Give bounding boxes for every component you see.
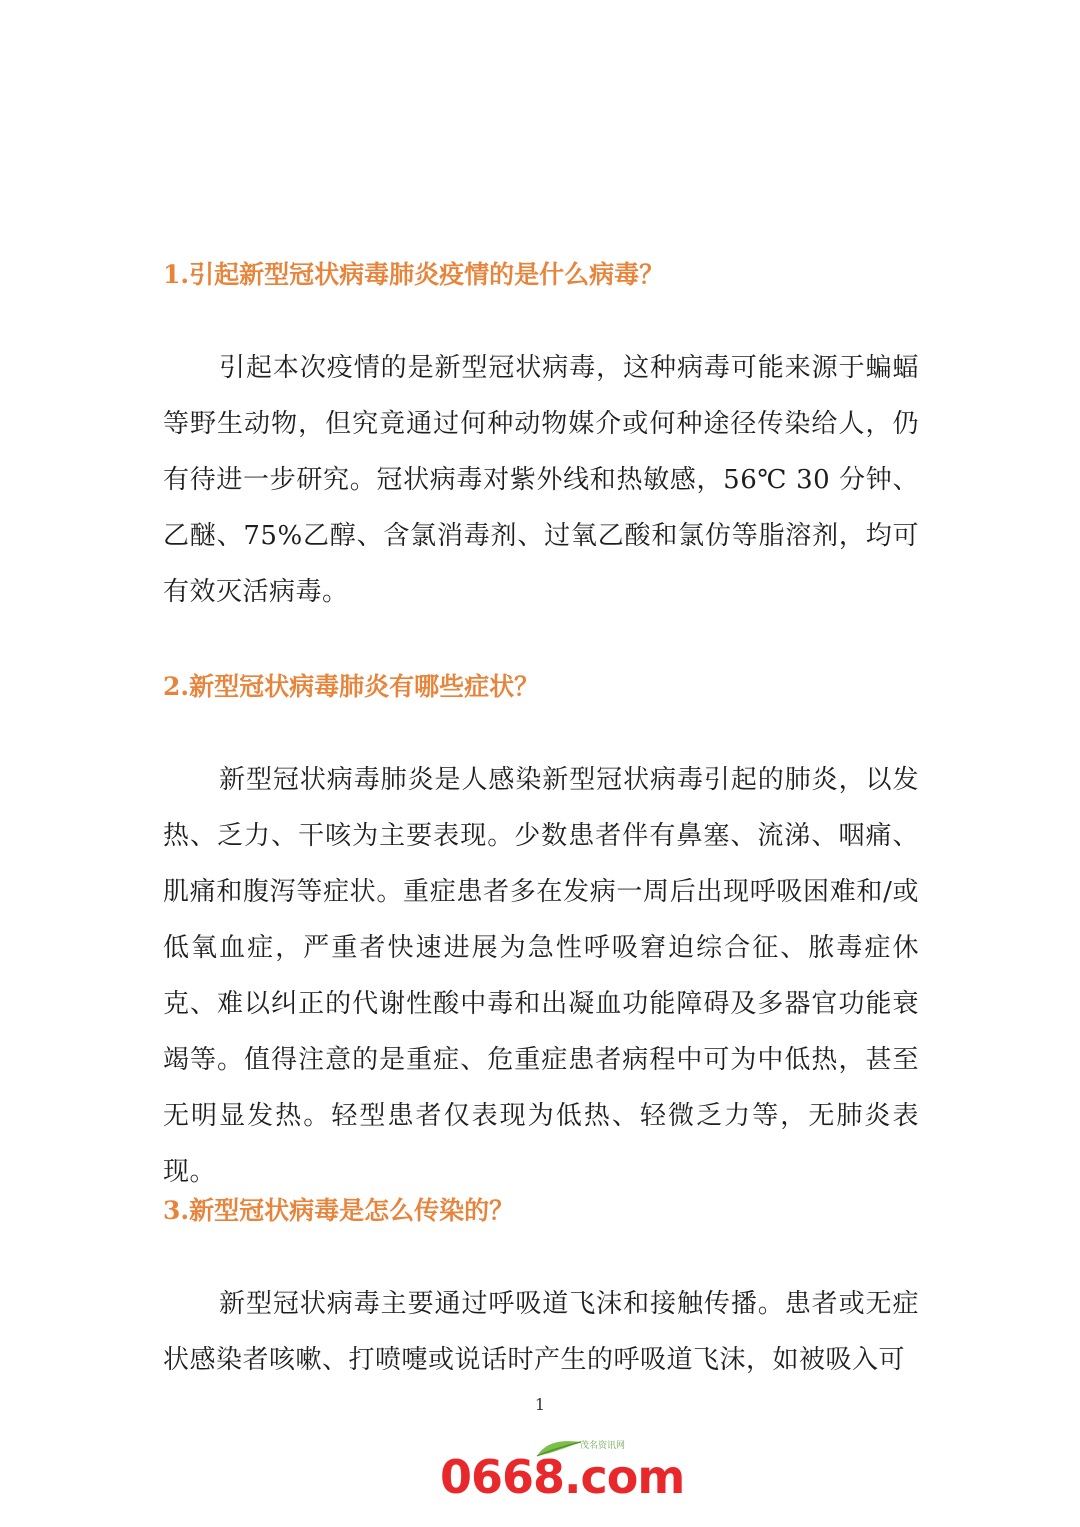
section-3-heading: 3.新型冠状病毒是怎么传染的？ bbox=[163, 1196, 515, 1225]
watermark-tagline: 茂名资讯网 bbox=[580, 1441, 626, 1451]
section-1-body: 引起本次疫情的是新型冠状病毒，这种病毒可能来源于蝙蝠等野生动物，但究竟通过何种动物媒介或何种途径传染给人，仍有待进一步研究。冠状病毒对紫外线和热敏感，56℃ 30 分钟、乙醚、75%乙醇、含氯消毒剂、过氧乙酸和氯仿等脂溶剂，均可有效灭活病毒。 bbox=[163, 353, 919, 607]
section-2-heading: 2.新型冠状病毒肺炎有哪些症状？ bbox=[163, 672, 540, 701]
section-3-body: 新型冠状病毒主要通过呼吸道飞沫和接触传播。患者或无症状感染者咳嗽、打喷嚏或说话时产生的呼吸道飞沫，如被吸入可 bbox=[163, 1289, 919, 1375]
section-1-heading: 1.引起新型冠状病毒肺炎疫情的是什么病毒？ bbox=[163, 260, 665, 289]
page-number: 1 bbox=[534, 1395, 546, 1414]
site-watermark-logo bbox=[440, 1438, 685, 1508]
section-2-body: 新型冠状病毒肺炎是人感染新型冠状病毒引起的肺炎，以发热、乏力、干咳为主要表现。少数患者伴有鼻塞、流涕、咽痛、肌痛和腹泻等症状。重症患者多在发病一周后出现呼吸困难和/或低氧血症，严重者快速进展为急性呼吸窘迫综合征、脓毒症休克、难以纠正的代谢性酸中毒和出凝血功能障碍及多器官功能衰竭等。值得注意的是重症、危重症患者病程中可为中低热，甚至无明显发热。轻型患者仅表现为低热、轻微乏力等，无肺炎表现。 bbox=[163, 765, 919, 1187]
watermark-domain: 0668.com bbox=[440, 1450, 685, 1504]
